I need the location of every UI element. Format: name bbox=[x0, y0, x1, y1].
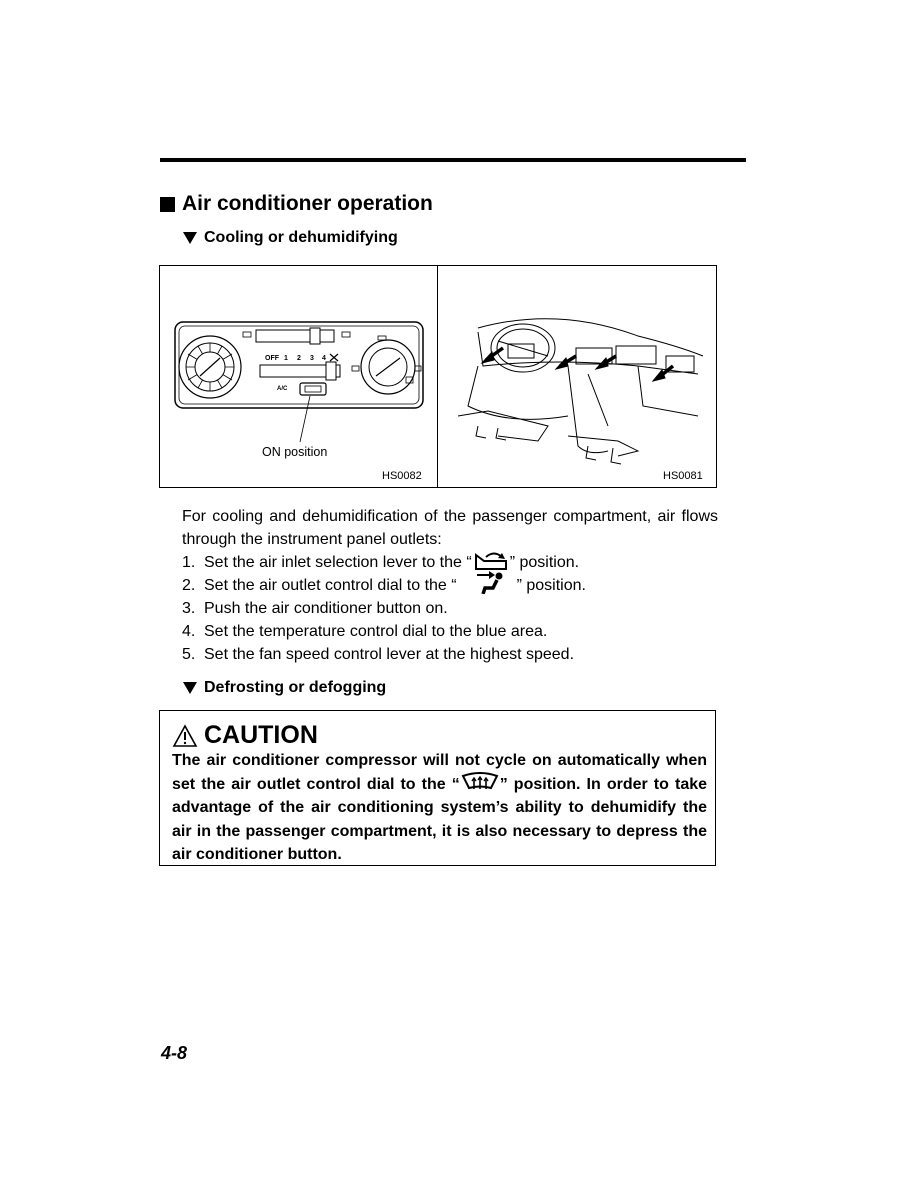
step-4 bbox=[182, 620, 718, 643]
on-position-callout: ON position bbox=[262, 445, 328, 459]
step-number: 5. bbox=[182, 646, 196, 663]
fan-icon bbox=[330, 354, 338, 361]
step-text: Set the fan speed control lever at the highest speed. bbox=[204, 646, 575, 663]
steps-list bbox=[182, 551, 718, 666]
vent-face-icon bbox=[457, 570, 517, 594]
defrost-icon bbox=[460, 772, 500, 792]
triangle-bullet-icon bbox=[183, 682, 197, 694]
section-square-icon bbox=[160, 197, 175, 212]
step-text-end: ” position. bbox=[509, 554, 580, 571]
caution-heading-text: CAUTION bbox=[204, 721, 318, 749]
caution-text-end: ” position. In order to take advantage of the air conditioning system’s ability to dehumidify the air in the passenger compartment, it is also necessary to depress the air conditioner button. bbox=[172, 775, 708, 863]
step-number: 3. bbox=[182, 600, 196, 617]
step-text: Set the air inlet selection lever to the “ bbox=[204, 554, 472, 571]
step-5 bbox=[182, 643, 718, 666]
section-title-text: Air conditioner operation bbox=[182, 192, 433, 215]
step-number: 1. bbox=[182, 554, 196, 571]
subsection-cooling-text: Cooling or dehumidifying bbox=[204, 229, 398, 246]
recirculation-icon bbox=[472, 551, 510, 571]
subsection-defrosting bbox=[183, 679, 386, 697]
fan-label-4: 4 bbox=[322, 355, 326, 362]
caution-heading bbox=[172, 721, 318, 750]
page-number: 4-8 bbox=[161, 1043, 188, 1063]
intro-paragraph: For cooling and dehumidification of the passenger compartment, air flows through the instrument panel outlets: bbox=[182, 508, 718, 548]
illustration-frame bbox=[159, 265, 717, 488]
subsection-defrosting-text: Defrosting or defogging bbox=[204, 679, 387, 696]
caution-box bbox=[159, 710, 716, 866]
warning-triangle-icon bbox=[172, 724, 198, 748]
step-3 bbox=[182, 597, 718, 620]
step-1 bbox=[182, 551, 718, 574]
figure-right-code: HS0081 bbox=[663, 470, 703, 482]
step-text-end: ” position. bbox=[516, 577, 586, 594]
step-text: Push the air conditioner button on. bbox=[204, 600, 448, 617]
caution-text-start: The air conditioner compressor will not cycle on automatically when set the air outlet control dial to the “ bbox=[172, 752, 707, 793]
step-text: Set the temperature control dial to the blue area. bbox=[204, 623, 548, 640]
fan-label-off: OFF bbox=[265, 355, 279, 362]
step-number: 2. bbox=[182, 577, 196, 594]
header-rule bbox=[160, 158, 746, 162]
triangle-bullet-icon bbox=[183, 232, 197, 244]
subsection-cooling bbox=[183, 229, 398, 247]
section-title bbox=[160, 192, 433, 216]
fan-label-3: 3 bbox=[310, 355, 314, 362]
ac-button bbox=[300, 383, 326, 395]
fan-label-1: 1 bbox=[284, 355, 288, 362]
step-text: Set the air outlet control dial to the “ bbox=[204, 577, 457, 594]
instructions-body bbox=[182, 505, 718, 666]
step-number: 4. bbox=[182, 623, 196, 640]
control-panel-illustration bbox=[160, 266, 437, 487]
figure-left-code: HS0082 bbox=[382, 470, 422, 482]
fan-label-2: 2 bbox=[297, 355, 301, 362]
step-2 bbox=[182, 574, 718, 597]
ac-label: A/C bbox=[277, 386, 288, 392]
caution-text bbox=[172, 749, 707, 867]
dashboard-illustration bbox=[438, 266, 716, 487]
